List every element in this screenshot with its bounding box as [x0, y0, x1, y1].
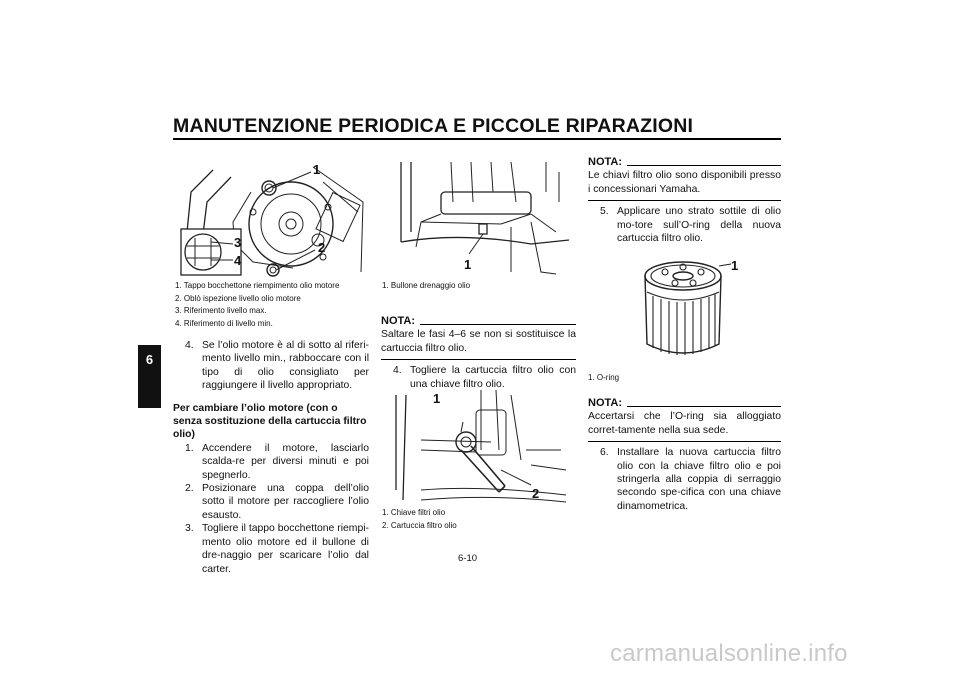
- callout-wrench: 1: [433, 391, 441, 406]
- callout-3: 3: [234, 235, 242, 250]
- drain-bolt-illustration: [381, 162, 576, 277]
- engine-oil-level-illustration: [173, 162, 368, 277]
- caption-wrench: 1. Chiave filtri olio: [382, 508, 446, 517]
- figure-captions: [175, 280, 375, 330]
- callout-4: 4: [234, 253, 242, 268]
- step-4-remove-filter: 4. Togliere la cartuccia filtro olio con una chiave filtro olio.: [393, 365, 576, 390]
- wrench-captions: [382, 507, 577, 532]
- caption-1: 1. Tappo bocchettone riempimento olio motore: [175, 281, 340, 290]
- callout-2: 2: [318, 240, 326, 255]
- callout-o-ring: 1: [731, 258, 739, 273]
- step-4-oil-level: 4. Se l’olio motore è al di sotto al riferi-mento livello min., rabboccare con il tipo di olio consigliato per raggiungere il livello appropriato.: [185, 340, 369, 392]
- step-5-apply-oil: 5. Applicare uno strato sottile di olio mo-tore sull’O-ring della nuova cartuccia filtro olio.: [600, 206, 781, 245]
- page-title: MANUTENZIONE PERIODICA E PICCOLE RIPARAZIONI: [173, 115, 694, 137]
- step-2: 2. Posizionare una coppa dell’olio sotto il motore per raccogliere l’olio esausto.: [185, 483, 369, 521]
- watermark: carmanualsonline.info: [610, 640, 848, 667]
- oil-filter-cartridge-illustration: [635, 254, 745, 366]
- step-3: 3. Togliere il tappo bocchettone riempi-mento olio motore ed il bullone di dre-naggio per scaricare l’olio dal carter.: [185, 523, 369, 575]
- caption-2: 2. Oblò ispezione livello olio motore: [175, 293, 301, 303]
- oil-filter-wrench-illustration: [381, 390, 576, 505]
- nota-text: Saltare le fasi 4–6 se non si sostituisce la cartuccia filtro olio.: [381, 329, 576, 354]
- column-3-top: [588, 156, 781, 245]
- drain-bolt-caption: 1. Bullone drenaggio olio: [382, 281, 471, 290]
- callout-cartridge: 2: [532, 486, 540, 501]
- caption-4: 4. Riferimento di livello min.: [175, 318, 273, 328]
- engine-oil-level-figure: [173, 162, 368, 277]
- o-ring-caption: 1. O-ring: [588, 373, 620, 382]
- step-1: 1. Accendere il motore, lasciarlo scalda-re per diversi minuti e poi spegnerlo.: [185, 442, 369, 481]
- column-3-bottom: [588, 397, 781, 513]
- section-heading: Per cambiare l’olio motore (con o senza sostituzione della cartuccia filtro olio): [173, 402, 367, 441]
- callout-1: 1: [313, 162, 321, 177]
- nota-text: Accertarsi che l’O-ring sia alloggiato corret-tamente nella sua sede.: [588, 411, 781, 436]
- column-1-body: [173, 339, 369, 576]
- nota-label: NOTA:: [588, 397, 623, 409]
- page-number: 6-10: [458, 553, 478, 564]
- drain-bolt-figure: [381, 162, 576, 277]
- caption-3: 3. Riferimento livello max.: [175, 306, 267, 315]
- step-6-install-filter: 6. Installare la nuova cartuccia filtro olio con la chiave filtro olio e poi stringerla alla coppia di serraggio secondo spe-cifica con una chiave dinamometrica.: [600, 447, 781, 512]
- nota-text: Le chiavi filtro olio sono disponibili presso i concessionari Yamaha.: [588, 170, 781, 195]
- nota-skip-steps: [381, 315, 576, 391]
- nota-label: NOTA:: [588, 156, 623, 168]
- chapter-tab-number: 6: [145, 352, 154, 367]
- oil-filter-cartridge-figure: [635, 254, 745, 366]
- callout-drain-bolt: 1: [464, 257, 472, 272]
- title-rule: [173, 138, 781, 140]
- nota-label: NOTA:: [381, 315, 416, 327]
- caption-cartridge: 2. Cartuccia filtro olio: [382, 520, 457, 530]
- oil-filter-wrench-figure: [381, 390, 576, 505]
